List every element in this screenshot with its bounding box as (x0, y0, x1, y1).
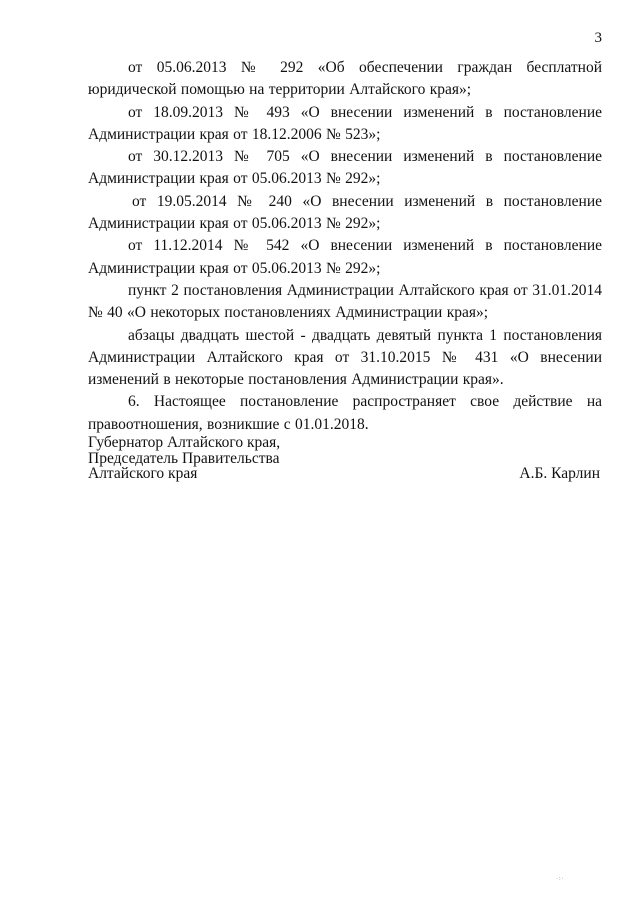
paragraph-repealed-item-2: пункт 2 постановления Администрации Алтайского края от 31.01.2014 № 40 «О некоторых постановлениях Администрации края»; (88, 281, 602, 322)
paragraph-repealed-240: от 19.05.2014 № 240 «О внесении изменений в постановление Администрации края от 05.06.2013 № 292»; (88, 192, 602, 233)
signature-role-line-1: Губернатор Алтайского края, (88, 434, 281, 451)
scan-artifact-mark: ·:· (556, 876, 565, 882)
signature-block (88, 435, 602, 482)
paragraph-repealed-493: от 18.09.2013 № 493 «О внесении изменений в постановление Администрации края от 18.12.2006 № 523»; (88, 103, 602, 143)
document-body (88, 57, 602, 436)
paragraph-repealed-431: абзацы двадцать шестой - двадцать девятый пункта 1 постановления Администрации Алтайского края от 31.10.2015 № 431 «О внесении изменений в некоторые постановления Администрации края». (88, 326, 602, 389)
page-number: 3 (594, 30, 602, 46)
paragraph-repealed-705: от 30.12.2013 № 705 «О внесении изменений в постановление Администрации края от 05.06.2013 № 292»; (88, 148, 602, 188)
signatory-name: А.Б. Карлин (519, 465, 600, 482)
paragraph-repealed-292: от 05.06.2013 № 292 «Об обеспечении граждан бесплатной юридической помощью на территории Алтайского края»; (88, 59, 602, 99)
signature-role-line-3: Алтайского края (88, 465, 198, 482)
signature-role-line-2: Председатель Правительства (88, 449, 280, 467)
paragraph-repealed-542: от 11.12.2014 № 542 «О внесении изменений в постановление Администрации края от 05.06.2013 № 292»; (88, 237, 602, 277)
paragraph-effective-date: 6. Настоящее постановление распространяет свое действие на правоотношения, возникшие с 01.01.2018. (88, 393, 602, 433)
